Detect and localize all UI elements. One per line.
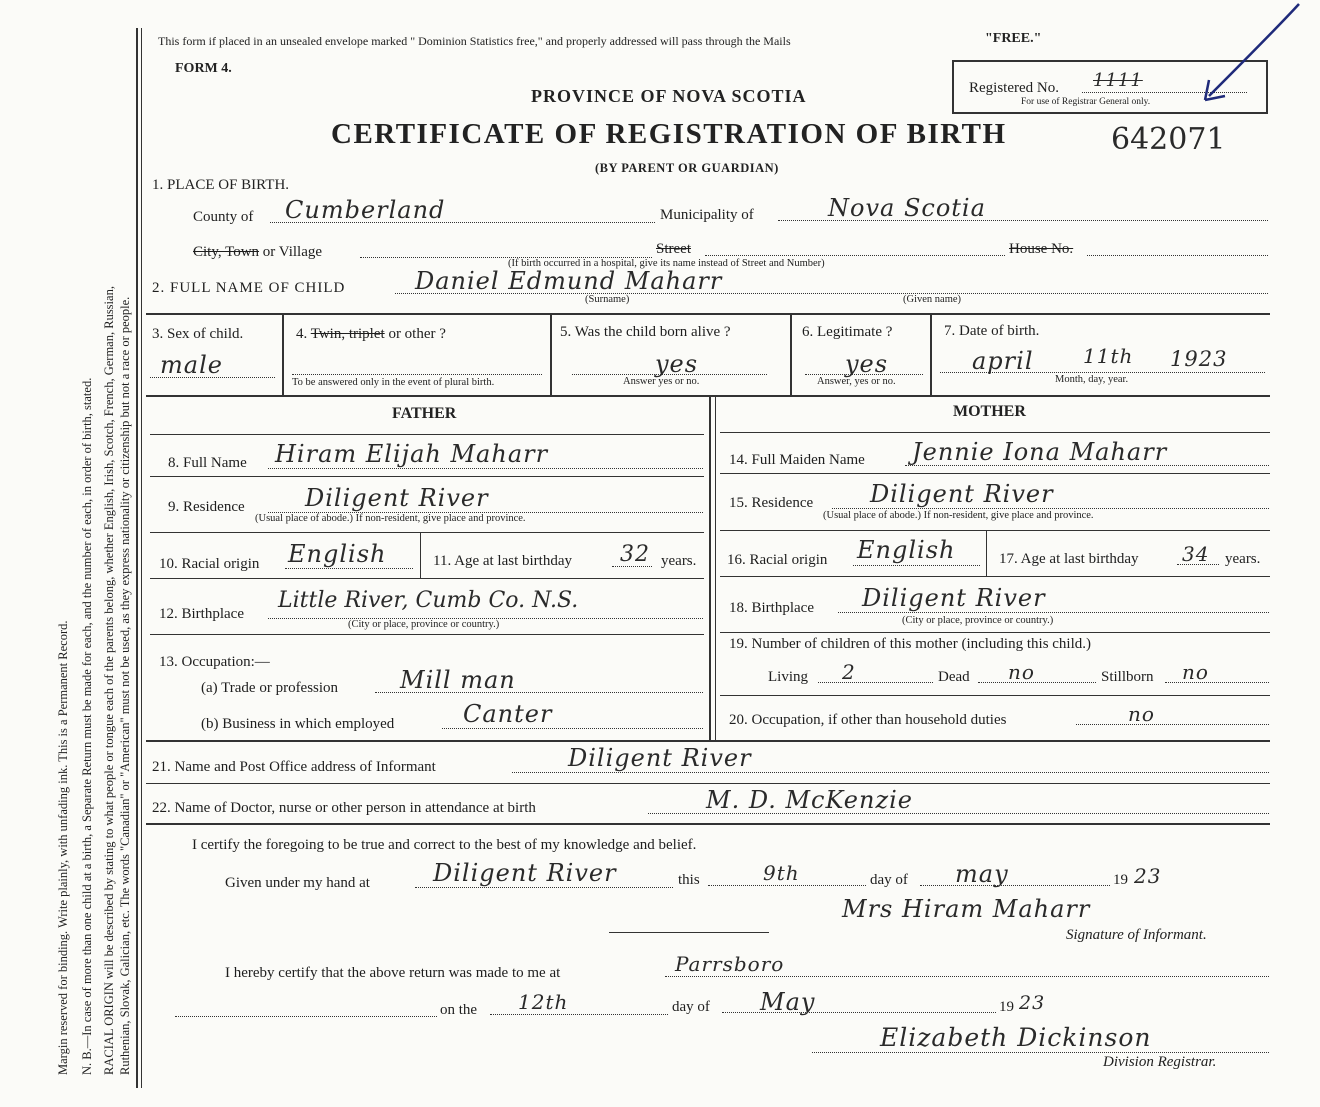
sex-label: 3. Sex of child. [152, 326, 244, 342]
father-race-label: 10. Racial origin [159, 556, 260, 572]
father-rule-3 [150, 532, 704, 533]
alive-line [572, 374, 767, 375]
month-line [920, 885, 1110, 886]
county-value: Cumberland [285, 196, 446, 224]
informant-rule [146, 783, 1270, 784]
father-name-value: Hiram Elijah Maharr [275, 440, 549, 468]
twin-note: To be answered only in the event of plural birth. [292, 377, 495, 388]
registered-value: 1111 [1093, 70, 1143, 91]
day-of-label: day of [870, 872, 908, 888]
mother-occ-value: no [1128, 702, 1155, 726]
trade-label: (a) Trade or profession [201, 680, 339, 696]
father-rule-2 [150, 476, 704, 477]
parents-divider-b [715, 397, 716, 740]
county-line [270, 222, 655, 223]
mother-res-label: 15. Residence [729, 495, 814, 511]
registrar-note: For use of Registrar General only. [1021, 97, 1151, 107]
parents-rule-bottom [146, 740, 1270, 742]
stillborn-value: no [1182, 660, 1209, 684]
page-title: CERTIFICATE OF REGISTRATION OF BIRTH [331, 118, 1007, 150]
father-res-note: (Usual place of abode.) If non-resident, give place and province. [255, 513, 526, 524]
twin-label [296, 326, 446, 343]
street-line [705, 255, 1005, 256]
col-rule-2 [550, 314, 552, 396]
county-label: County of [193, 209, 254, 225]
informant-value: Diligent River [568, 744, 752, 772]
registrar-label: Division Registrar. [1103, 1054, 1217, 1070]
given-label: Given under my hand at [225, 875, 370, 891]
place-heading: 1. PLACE OF BIRTH. [152, 177, 290, 193]
father-res-label: 9. Residence [168, 499, 245, 515]
return-year-prefix: 19 [999, 999, 1014, 1015]
dob-label: 7. Date of birth. [944, 323, 1040, 339]
father-age-line [612, 566, 652, 567]
doctor-value: M. D. McKenzie [706, 786, 913, 814]
day-line [708, 885, 866, 886]
business-line [442, 728, 703, 729]
mother-name-label: 14. Full Maiden Name [729, 452, 865, 468]
margin-note-binding: Margin reserved for binding. Write plainly, with unfading ink. This is a Permanent Record. [56, 620, 70, 1075]
mother-res-line [832, 508, 1269, 509]
father-age-label: 11. Age at last birthday [433, 553, 572, 569]
margin-note-plural: N. B.—In case of more than one child at a birth, a Separate Return must be made for each, and the number of each, in order of birth, stated. [80, 377, 94, 1075]
year-prefix: 19 [1113, 872, 1128, 888]
doctor-line [648, 813, 1269, 814]
father-res-value: Diligent River [305, 484, 489, 512]
twin-label-struck: Twin, triplet [310, 326, 385, 342]
surname-note: (Surname) [585, 294, 630, 305]
living-value: 2 [842, 660, 856, 684]
father-heading: FATHER [392, 405, 457, 422]
twin-label-num: 4. [296, 326, 308, 342]
legit-label: 6. Legitimate ? [802, 324, 893, 340]
return-day-of: day of [672, 999, 710, 1015]
return-place: Parrsboro [675, 952, 785, 976]
mother-heading: MOTHER [953, 403, 1026, 420]
father-name-label: 8. Full Name [168, 455, 247, 471]
mother-name-value: Jennie Iona Maharr [912, 438, 1168, 466]
alive-value: yes [655, 350, 699, 378]
return-month: May [760, 988, 816, 1016]
return-day-line [490, 1014, 668, 1015]
children-label: 19. Number of children of this mother (including this child.) [729, 636, 1092, 652]
mother-rule-2 [720, 473, 1270, 474]
city-label-struck: City, Town [193, 244, 260, 260]
informant-label: 21. Name and Post Office address of Informant [152, 759, 436, 775]
col-rule-3 [790, 314, 792, 396]
father-bp-value: Little River, Cumb Co. N.S. [278, 588, 579, 613]
business-label: (b) Business in which employed [201, 716, 395, 732]
mother-race-label: 16. Racial origin [727, 552, 828, 568]
dob-line [940, 372, 1265, 373]
given-name-note: (Given name) [903, 294, 962, 305]
doctor-rule [146, 823, 1270, 825]
mother-age-label: 17. Age at last birthday [999, 551, 1139, 567]
dead-value: no [1008, 660, 1035, 684]
return-month-line [722, 1012, 996, 1013]
municipality-label: Municipality of [660, 207, 754, 223]
parents-divider-a [709, 397, 711, 740]
mother-rule-4 [720, 576, 1270, 577]
dob-day: 11th [1083, 344, 1134, 368]
twin-line [292, 374, 542, 375]
mother-bp-line [838, 612, 1269, 613]
return-label: I hereby certify that the above return was made to me at [225, 965, 561, 981]
dob-month: april [972, 347, 1034, 375]
hospital-note: (If birth occurred in a hospital, give its name instead of Street and Number) [508, 258, 825, 269]
father-race-line [285, 568, 413, 569]
doctor-label: 22. Name of Doctor, nurse or other person in attendance at birth [152, 800, 536, 816]
mail-free: "FREE." [985, 31, 1042, 46]
on-the-label: on the [440, 1002, 478, 1018]
city-label-rest: or Village [262, 244, 323, 260]
mother-age-value: 34 [1182, 542, 1210, 566]
mail-notice: This form if placed in an unsealed envelope marked " Dominion Statistics free," and properly addressed will pass through the Mails [158, 34, 791, 48]
page-subtitle: (BY PARENT OR GUARDIAN) [595, 161, 779, 175]
mother-bp-value: Diligent River [862, 584, 1046, 612]
province-title: PROVINCE OF NOVA SCOTIA [531, 86, 807, 106]
father-occ-label: 13. Occupation:— [159, 654, 270, 670]
mother-rule-3 [720, 530, 1270, 531]
stillborn-label: Stillborn [1101, 669, 1154, 685]
row-rule-top [146, 313, 1270, 315]
father-age-value: 32 [620, 542, 650, 567]
return-year: 23 [1019, 992, 1046, 1014]
sex-line [150, 377, 275, 378]
signature-rule-left [609, 932, 769, 933]
mother-bp-note: (City or place, province or country.) [902, 615, 1054, 626]
registrar-line [812, 1052, 1269, 1053]
living-label: Living [768, 669, 808, 685]
stillborn-line [1165, 682, 1269, 683]
municipality-line [778, 220, 1268, 221]
alive-note: Answer yes or no. [623, 376, 700, 387]
mother-occ-line [1076, 724, 1269, 725]
municipality-value: Nova Scotia [828, 194, 986, 222]
registered-label: Registered No. [969, 80, 1059, 96]
informant-signature: Mrs Hiram Maharr [842, 895, 1091, 923]
trade-line [375, 692, 703, 693]
mother-race-line [853, 565, 980, 566]
father-name-line [268, 468, 703, 469]
child-name-value: Daniel Edmund Maharr [415, 267, 723, 295]
business-value: Canter [463, 700, 553, 728]
day-value: 9th [763, 861, 800, 885]
margin-rule-outer [136, 28, 138, 1088]
dob-year: 1923 [1170, 347, 1228, 371]
father-bp-note: (City or place, province or country.) [348, 619, 500, 630]
margin-note-racial-1: RACIAL ORIGIN will be described by stating to what people or tongue each of the parents belong, whether English, Irish, Scotch, French, German, Russian, [102, 286, 116, 1075]
dead-line [978, 682, 1096, 683]
row-rule-bottom [146, 395, 1270, 397]
legit-value: yes [845, 350, 889, 378]
pen-arrow-icon [1195, 0, 1305, 110]
year-value: 23 [1134, 864, 1162, 888]
given-place-line [415, 887, 673, 888]
margin-note-racial-2: Ruthenian, Slovak, Galician, etc. The words "Canadian" or "American" must not be used, as they express nationality or citizenship but not a race or people. [118, 296, 132, 1075]
mother-name-line [905, 465, 1269, 466]
city-label [193, 244, 322, 261]
mother-res-value: Diligent River [870, 480, 1054, 508]
form-number: FORM 4. [175, 61, 232, 76]
mother-res-note: (Usual place of abode.) If non-resident, give place and province. [823, 510, 1094, 521]
mother-age-divider [986, 531, 987, 576]
return-day: 12th [518, 990, 569, 1014]
given-place: Diligent River [433, 859, 617, 887]
dead-label: Dead [938, 669, 970, 685]
street-label: Street [656, 241, 691, 257]
trade-value: Mill man [400, 666, 516, 694]
house-line [1087, 255, 1268, 256]
registrar-signature: Elizabeth Dickinson [880, 1023, 1152, 1052]
col-rule-1 [282, 314, 284, 396]
on-the-pre-line [175, 1016, 437, 1017]
legit-line [805, 374, 923, 375]
father-race-value: English [288, 540, 387, 568]
house-label: House No. [1009, 241, 1074, 257]
legit-note: Answer, yes or no. [817, 376, 896, 387]
mother-age-line [1177, 564, 1219, 565]
twin-label-rest: or other ? [388, 326, 446, 342]
mother-age-unit: years. [1225, 551, 1261, 567]
father-age-divider [420, 533, 421, 578]
margin-rule-inner [141, 28, 142, 1088]
living-line [818, 682, 933, 683]
alive-label: 5. Was the child born alive ? [560, 324, 731, 340]
mother-rule-5 [720, 632, 1270, 633]
father-age-unit: years. [661, 553, 697, 569]
informant-line [512, 772, 1269, 773]
father-rule-1 [150, 434, 704, 435]
mother-bp-label: 18. Birthplace [729, 600, 814, 616]
handwritten-number: 642071 [1111, 122, 1226, 157]
this-label: this [678, 872, 700, 888]
month-value: may [955, 860, 1009, 888]
mother-occ-label: 20. Occupation, if other than household duties [729, 712, 1007, 728]
father-rule-4 [150, 578, 704, 579]
return-place-line [665, 976, 1269, 977]
child-name-label: 2. FULL NAME OF CHILD [152, 280, 346, 296]
dob-note: Month, day, year. [1055, 374, 1129, 385]
mother-race-value: English [857, 536, 956, 564]
mother-rule-6 [720, 695, 1270, 696]
certification-statement: I certify the foregoing to be true and correct to the best of my knowledge and belief. [192, 837, 697, 853]
child-name-line [395, 293, 1268, 294]
sex-value: male [160, 351, 223, 379]
informant-signature-label: Signature of Informant. [1066, 927, 1207, 943]
father-bp-label: 12. Birthplace [159, 606, 244, 622]
father-rule-5 [150, 634, 704, 635]
mother-rule-1 [720, 432, 1270, 433]
col-rule-4 [930, 314, 932, 396]
